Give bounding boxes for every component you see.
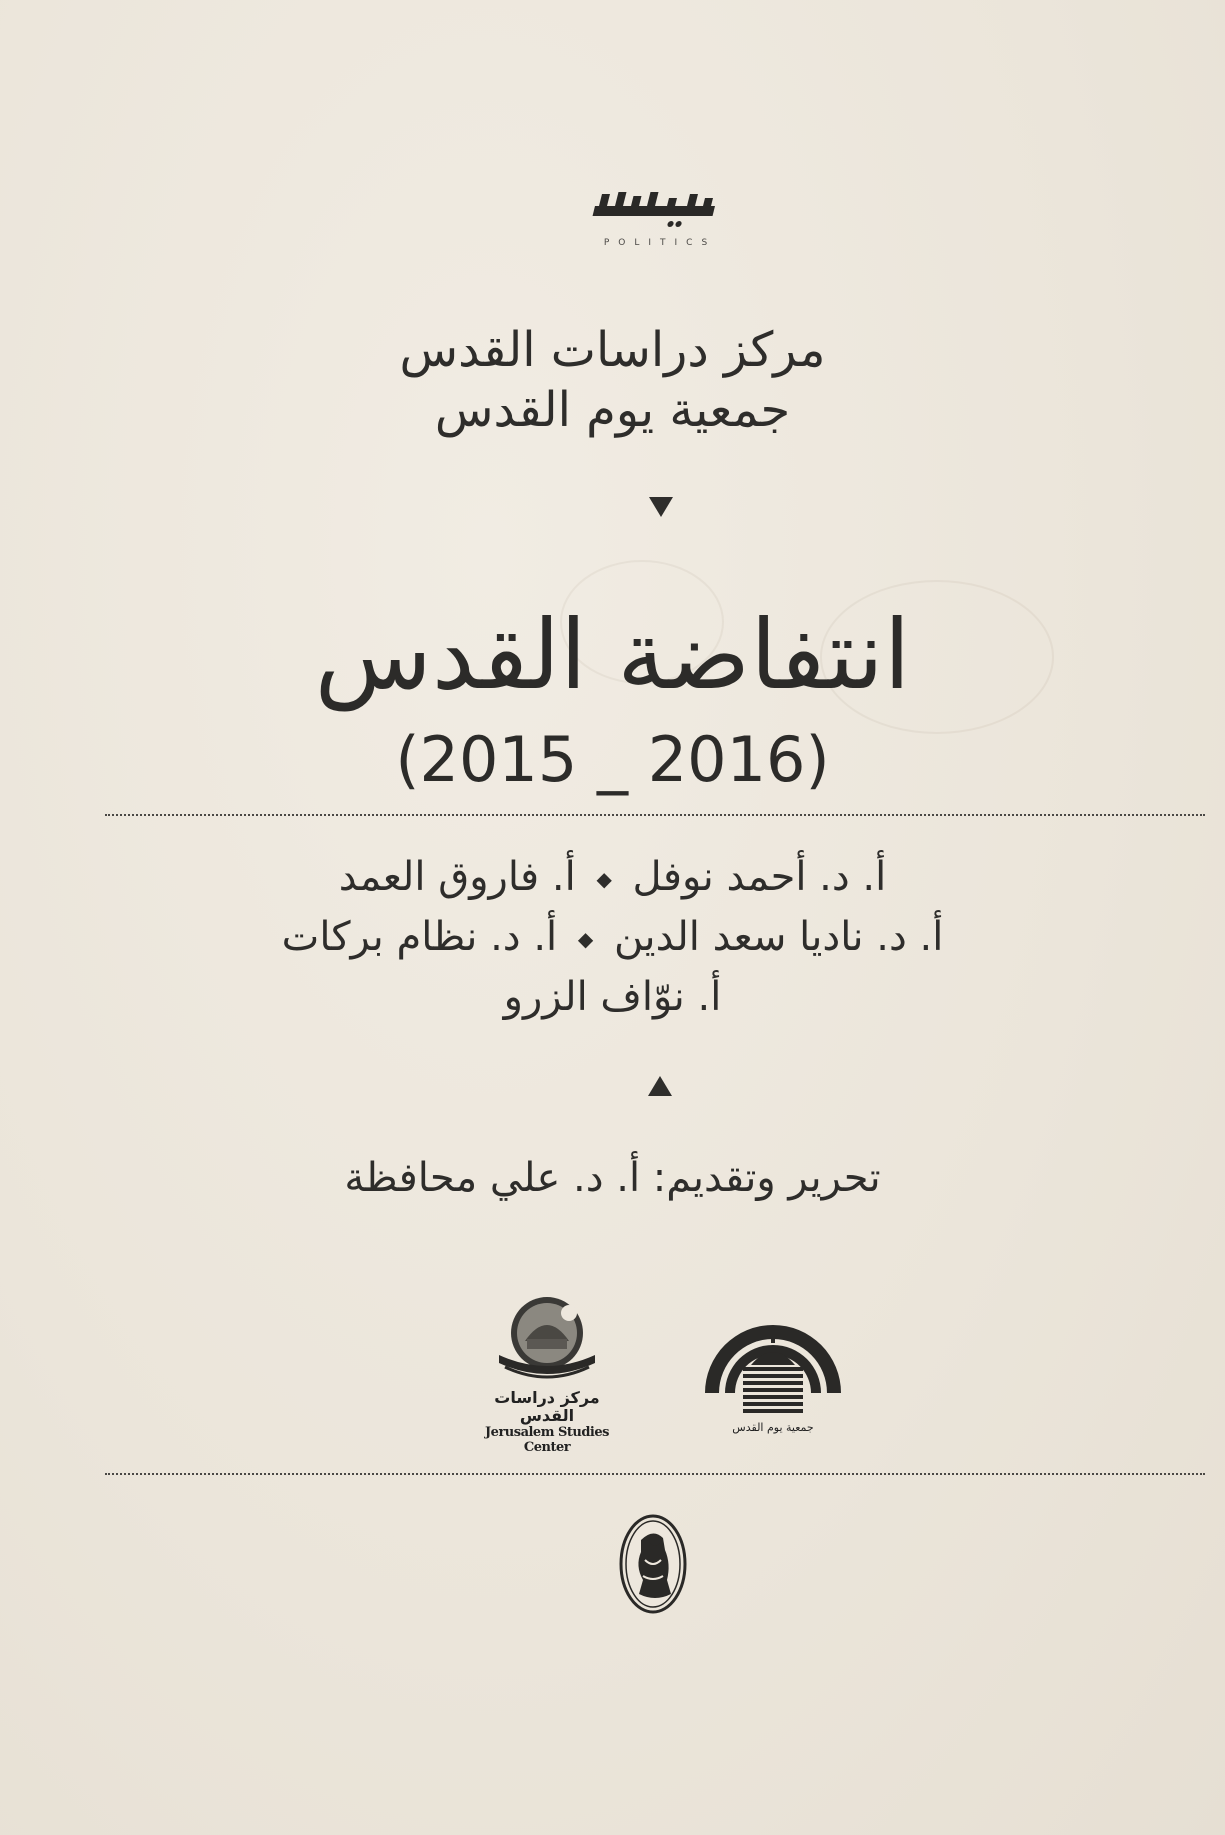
author-line xyxy=(0,968,1225,1026)
authors xyxy=(0,848,1225,1026)
organizations xyxy=(0,320,1225,440)
organization-line: مركز دراسات القدس xyxy=(399,322,826,378)
jerusalem-day-society-logo xyxy=(693,1309,853,1434)
book-title: انتفاضة القدس xyxy=(314,599,911,711)
book-years: (2015 _ 2016) xyxy=(395,723,830,796)
jerusalem-studies-center-logo xyxy=(467,1293,627,1455)
triangle-down-icon xyxy=(649,497,673,517)
author-name: أ. د. ناديا سعد الدين xyxy=(613,914,944,960)
arch-dome-icon xyxy=(697,1309,849,1419)
jds-arabic-name: جمعية يوم القدس xyxy=(732,1421,814,1434)
series-logo xyxy=(580,186,730,249)
jsc-arabic-name: مركز دراسات القدس xyxy=(494,1388,600,1425)
author-line xyxy=(0,908,1225,968)
dotted-divider xyxy=(105,1473,1205,1475)
bullet-icon: ◆ xyxy=(577,927,594,951)
author-line xyxy=(0,848,1225,908)
editor-credit: تحرير وتقديم: أ. د. علي محافظة xyxy=(344,1155,881,1201)
author-name: أ. نوّاف الزرو xyxy=(503,974,722,1020)
series-subtitle: POLITICS xyxy=(603,238,717,248)
author-name: أ. د. نظام بركات xyxy=(281,914,558,960)
publisher-emblem-icon xyxy=(615,1510,691,1618)
bullet-icon: ◆ xyxy=(596,867,612,891)
triangle-up-icon xyxy=(648,1076,672,1096)
dotted-divider xyxy=(105,814,1205,816)
jsc-english-name: Jerusalem Studies Center xyxy=(485,1425,609,1455)
organization-line: جمعية يوم القدس xyxy=(434,382,791,438)
series-wordmark-icon xyxy=(580,186,730,230)
author-name: أ. د. أحمد نوفل xyxy=(632,854,887,900)
author-name: أ. فاروق العمد xyxy=(338,854,576,900)
dome-emblem-icon xyxy=(487,1293,607,1385)
